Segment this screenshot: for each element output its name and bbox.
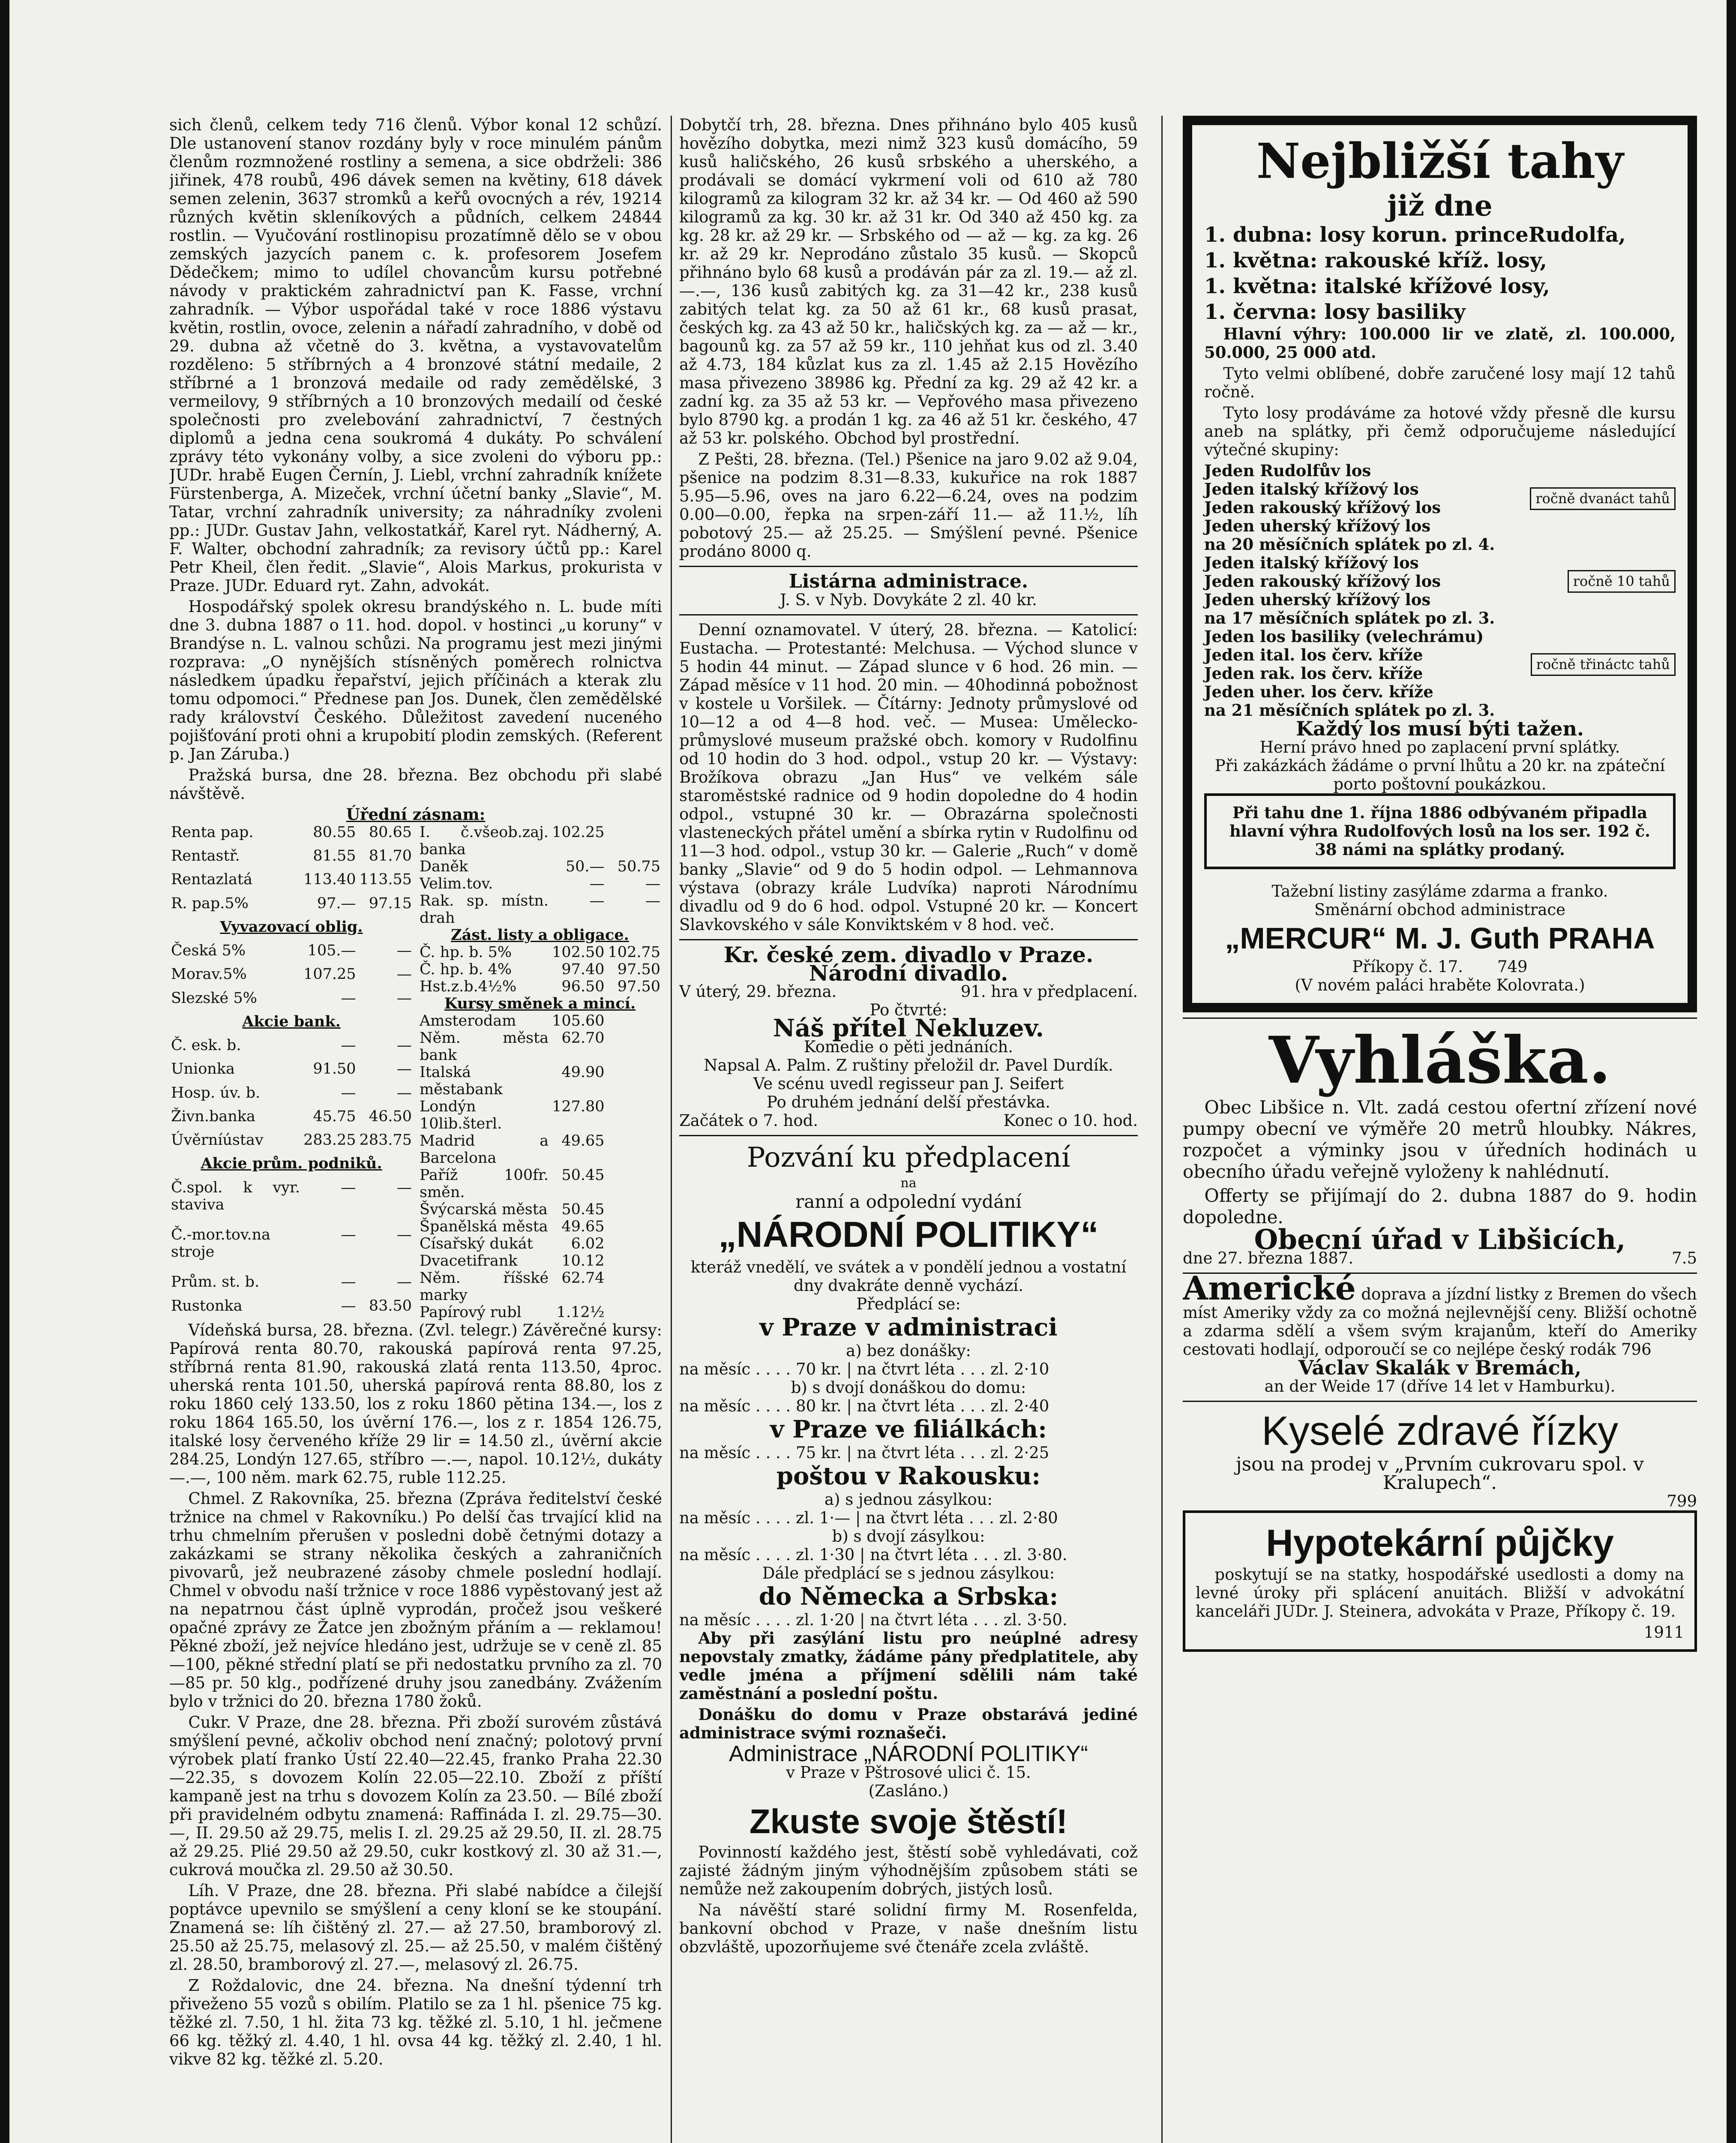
exchange-table-right xyxy=(418,824,662,1321)
article-rozdalovice: Z Roždalovic, dne 24. března. Na dnešní týdenní trh přiveženo 55 vozů s obilím. Platilo se za 1 hl. pšenice 75 kg. těžké zl. 7.50, 1 hl. žita 73 kg. těžké zl. 5.10, 1 hl. ječmene 66 kg. těžký zl. 4.40, 1 hl. ovsa 44 kg. těžký zl. 2.40, 1 hl. vikve 82 kg. těžké zl. 5.20. xyxy=(169,1976,662,2068)
lottery-group-item: Jeden rakouský křížový los xyxy=(1204,572,1441,591)
article-vienna-exchange: Vídeňská bursa, 28. března. (Zvl. telegr.) Závěrečné kursy: Papírová renta 80.70, rakouská papírová renta 97.25, stříbrná renta 81.90, rakouská zlatá renta 113.50, 4proc. uherská renta 101.50, uherská papírová renta 88.80, los z roku 1860 celý 133.50, los z roku 1860 pětina 134.—, los z roku 1864 165.50, los úvěrní 176.—, los z r. 1854 126.75, italské losy červeného kříže 29 lir = 14.50 zl., úvěrní akcie 284.25, Londýn 127.65, stříbro —.—, napol. 10.12½, dukáty —.—, 100 něm. mark 62.75, ruble 112.25. xyxy=(169,1321,662,1487)
table-row xyxy=(418,961,662,978)
security-name: Dvacetifrank xyxy=(420,1252,518,1270)
security-value: 46.50 xyxy=(369,1108,412,1125)
divider xyxy=(679,566,1138,567)
security-value xyxy=(606,1201,662,1218)
draw-lot: italské křížové losy, xyxy=(1325,274,1550,298)
lottery-group-item: Jeden rak. los červ. kříže xyxy=(1204,664,1423,683)
security-value xyxy=(606,1304,662,1321)
security-value: 105.60 xyxy=(552,1012,605,1029)
table-row xyxy=(169,1037,414,1060)
security-name: Rentastř. xyxy=(171,847,240,865)
table-row xyxy=(169,1155,414,1179)
security-value: 49.65 xyxy=(561,1132,605,1150)
price-option-a: a) bez donášky: xyxy=(846,1342,971,1360)
security-value: 105.— xyxy=(307,942,356,960)
listarna-text: J. S. v Nyb. Dovykáte 2 zl. 40 kr. xyxy=(780,591,1037,609)
mortgage-number: 1911 xyxy=(1643,1623,1684,1642)
rizky-text: jsou na prodej v „Prvním cukrovaru spol. v Kralupech“. xyxy=(1235,1453,1644,1494)
group-2-stamp: ročně 10 tahů xyxy=(1568,570,1676,593)
theatre-performance-no: 91. hra v předplacení. xyxy=(960,982,1138,1001)
security-value: — xyxy=(397,1060,412,1078)
security-value xyxy=(606,1064,662,1098)
lottery-must: Každý los musí býti tažen. xyxy=(1296,717,1584,740)
mortgage-advert xyxy=(1183,1510,1697,1652)
security-value: 81.70 xyxy=(369,847,412,865)
notice-text: Obec Libšice n. Vlt. zadá cestou ofertní zřízení nové pumpy obecní ve výměře 20 metrů hloubky. Nákres, rozpočet a výminky jsou v úředních hodinách u obecního úřadu veřejně vyloženy k nahlédnutí. xyxy=(1183,1097,1697,1182)
subscription-note: Aby při zasýlání listu pro neúplné adresy nepovstaly zmatky, žádáme pány předplatitele, aby vedle jména a příjmení sdělili nám také zaměstnání a poslední poštu. xyxy=(679,1629,1138,1703)
lottery-advert xyxy=(1183,116,1697,1012)
table-row xyxy=(418,1235,662,1252)
security-value: — xyxy=(397,1273,412,1291)
security-value: 283.75 xyxy=(359,1132,412,1149)
security-value: 102.75 xyxy=(608,944,660,961)
security-value xyxy=(606,824,662,858)
america-advert xyxy=(1183,1269,1697,1396)
security-name: Madrid a Barcelona xyxy=(420,1132,549,1167)
america-number: 796 xyxy=(1621,1340,1652,1359)
security-value: 50.45 xyxy=(561,1201,605,1218)
security-value: 83.50 xyxy=(369,1297,412,1315)
america-heading: Americké xyxy=(1183,1269,1356,1307)
table-row xyxy=(418,927,662,944)
draw-date: 1. dubna: xyxy=(1204,223,1313,247)
security-name: Daněk xyxy=(420,858,468,875)
table-row xyxy=(418,858,662,875)
subscription-branches: v Praze ve filiálkách: xyxy=(770,1415,1047,1444)
security-value xyxy=(606,1012,662,1029)
lottery-group-2 xyxy=(1204,554,1676,609)
security-value: 80.55 xyxy=(313,824,356,841)
lottery-address-row xyxy=(1204,957,1676,976)
security-name: Paříž 100fr. směn. xyxy=(420,1167,549,1201)
article-prague-exchange: Pražská bursa, dne 28. března. Bez obchodu při slabé návštěvě. xyxy=(169,766,662,803)
theatre-genre: Komedie o pěti jednáních. xyxy=(804,1038,1013,1056)
security-name: Česká 5% xyxy=(171,942,246,960)
table-row xyxy=(169,1179,414,1226)
subscription-na: na xyxy=(900,1176,917,1191)
price-row: na měsíc . . . . 70 kr. | na čtvrt léta . . . zl. 2·10 xyxy=(679,1360,1049,1378)
table-row xyxy=(418,1029,662,1064)
security-value: 97.40 xyxy=(561,961,605,978)
lottery-main-win: Hlavní výhry: 100.000 lir ve zlatě, zl. 100.000, 50.000, 25 000 atd. xyxy=(1204,324,1676,362)
table-row xyxy=(169,1108,414,1132)
security-value: 49.90 xyxy=(561,1064,605,1081)
security-value xyxy=(606,1252,662,1270)
table-row xyxy=(418,875,662,892)
security-name: Prům. st. b. xyxy=(171,1273,260,1291)
security-value: 102.25 xyxy=(552,824,605,841)
lottery-office: Směnární obchod administrace xyxy=(1314,900,1566,919)
security-value: 96.50 xyxy=(561,978,605,995)
security-name: Slezské 5% xyxy=(171,989,257,1007)
subscription-kind: ranní a odpolední vydání xyxy=(795,1191,1022,1212)
security-value: — xyxy=(645,875,660,892)
security-value: 97.50 xyxy=(617,961,660,978)
table-row xyxy=(169,1132,414,1155)
security-name: Č. hp. b. 5% xyxy=(420,944,512,961)
column-rule-2 xyxy=(1161,116,1163,2143)
draw-date: 1. května: xyxy=(1204,249,1318,273)
table-row xyxy=(169,1084,414,1108)
lottery-palace: (V novém paláci hraběte Kolovrata.) xyxy=(1295,976,1585,994)
group-2-list xyxy=(1204,554,1441,609)
security-value: 113.55 xyxy=(359,871,412,888)
lottery-group-item: Jeden Rudolfův los xyxy=(1204,461,1371,480)
theatre-time-row xyxy=(679,1111,1138,1130)
draw-line-1 xyxy=(1204,222,1676,248)
security-value: — xyxy=(341,989,356,1007)
table-row xyxy=(169,847,414,871)
price-row: na měsíc . . . . zl. 1·— | na čtvrt léta . . . zl. 2·80 xyxy=(679,1509,1058,1527)
security-value: 107.25 xyxy=(303,966,356,983)
security-name: Kursy směnek a mincí. xyxy=(444,995,636,1012)
security-value: 50.— xyxy=(565,858,605,875)
exchange-table-title: Úřední zásnam: xyxy=(346,805,486,824)
security-name: R. pap.5% xyxy=(171,894,249,912)
group-1-list xyxy=(1204,462,1441,535)
group-3-list xyxy=(1204,627,1484,701)
column-rule-1 xyxy=(671,116,672,2143)
draw-date: 1. června: xyxy=(1204,300,1317,324)
group-3-stamp: ročně třináctc tahů xyxy=(1531,653,1676,676)
security-value: 97.— xyxy=(317,894,356,912)
divider xyxy=(1183,1017,1697,1019)
lottery-group-item: Jeden uherský křížový los xyxy=(1204,516,1431,535)
draw-date: 1. května: xyxy=(1204,274,1318,298)
security-value: 50.75 xyxy=(617,858,660,875)
security-value xyxy=(606,1218,662,1235)
zaslano: (Zasláno.) xyxy=(868,1782,949,1800)
draw-line-3 xyxy=(1204,273,1676,299)
security-value xyxy=(606,1235,662,1252)
security-name: Londýn 10lib.šterl. xyxy=(420,1098,502,1132)
security-name: Č.spol. k vyr. staviva xyxy=(171,1179,300,1213)
notice-text-2: Offerty se přijímají do 2. dubna 1887 do 9. hodin dopoledne. xyxy=(1183,1185,1697,1228)
price-option-post-b: b) s dvojí zásylkou: xyxy=(832,1527,985,1546)
security-value: 6.02 xyxy=(571,1235,605,1252)
security-name: Živn.banka xyxy=(171,1108,255,1125)
security-value: — xyxy=(341,1084,356,1102)
theatre-regie: Ve scénu uvedl regisseur pan J. Seifert xyxy=(753,1075,1064,1093)
article-cattle-market: Dobytčí trh, 28. března. Dnes přihnáno bylo 405 kusů hovězího dobytka, mezi nimž 323 kusů domácího, 59 kusů haličského, 26 kusů srbského a uherského, a prodávali se domácí vykrmení voli od 610 až 780 kilogramů za kilogram 32 kr. až 34 kr. — Od 460 až 590 kilogramů za kg. 30 kr. až 31 kr. Od 340 až 450 kg. za kg. 28 kr. až 29 kr. — Srbského od — až — kg. za kg. 26 kr. až 29 kr. Neprodáno zůstalo 35 kusů. — Skopců přihnáno bylo 68 kusů a prodáván pár za zl. 19.— až zl. —.—, 136 kusů zabitých kg. za 31—42 kr., 238 kusů zabitých telat kg. za 50 až 61 kr., 68 kusů prasat, českých kg. za 43 až 50 kr., haličských kg. za — až — kr., bagounů kg. za 57 až 59 kr., 110 jehňat kus od zl. 3.40 až 4.73, 184 kůzlat kus za zl. 1.45 až 2.15 Hovězího masa přivezeno 38986 kg. Přední za kg. 29 až 42 kr. a zadní kg. za 35 až 53 kr. — Vepřového masa přivezeno bylo 8790 kg. a prodán 1 kg. za 46 až 51 kr. českého, 47 až 53 kr. polského. Obchod byl prostřední. xyxy=(679,116,1138,447)
lottery-group-item: Jeden ital. los červ. kříže xyxy=(1204,645,1423,664)
lottery-lists: Tažební listiny zasýláme zdarma a franko. xyxy=(1271,882,1608,900)
security-name: Akcie prům. podniků. xyxy=(201,1155,382,1173)
table-row xyxy=(418,1167,662,1201)
security-value xyxy=(606,1270,662,1304)
security-value: 45.75 xyxy=(313,1108,356,1125)
column-1 xyxy=(169,116,662,2143)
theatre-subheading: Národní divadlo. xyxy=(809,960,1008,986)
notice-signature: Obecní úřad v Libšicích, xyxy=(1254,1224,1626,1256)
notice-date: dne 27. března 1887. xyxy=(1183,1249,1354,1267)
security-value: — xyxy=(341,1297,356,1315)
lottery-group-item: Jeden rakouský křížový los xyxy=(1204,498,1441,517)
draw-lot: losy korun. princeRudolfa, xyxy=(1319,223,1626,247)
subscription-heading: Pozvání ku předplacení xyxy=(747,1142,1070,1174)
security-value: 50.45 xyxy=(561,1167,605,1184)
lottery-heading: Nejbližší tahy xyxy=(1256,133,1624,189)
price-row: na měsíc . . . . zl. 1·20 | na čtvrt léta . . . zl. 3·50. xyxy=(679,1611,1067,1629)
america-address: an der Weide 17 (dříve 14 let v Hamburku). xyxy=(1264,1377,1616,1396)
theatre-heading: Kr. české zem. divadlo v Praze. xyxy=(723,942,1094,967)
lottery-winner-box: Při tahu dne 1. října 1886 odbývaném připadla hlavní výhra Rudolfových losů na los ser. 192 č. 38 námi na splátky prodaný. xyxy=(1204,793,1676,869)
subscription-desc: kteráž vnedělí, ve svátek a v pondělí jednou a vostatní dny dvakráte denně vychází. xyxy=(690,1258,1127,1295)
security-value: — xyxy=(397,989,412,1007)
security-value: — xyxy=(645,892,660,909)
table-row xyxy=(418,978,662,995)
america-text: doprava a jízdní listky z Bremen do všech míst Ameriky vždy za co možná nejlevnější ceny. Bližší ochotně a zdarma sdělí a všem svým krajanům, kteří do Ameriky cestovati hodlají, odporoučí se co nejlépe český rodák xyxy=(1183,1285,1697,1359)
group-1-stamp: ročně dvanáct tahů xyxy=(1530,487,1676,510)
price-option-b: b) s dvojí donáškou do domu: xyxy=(791,1378,1026,1397)
theatre-date: V úterý, 29. března. xyxy=(679,982,837,1001)
america-name: Václav Skalák v Bremách, xyxy=(1298,1356,1582,1379)
security-name: I. č.všeob.zaj. banka xyxy=(420,824,549,858)
security-value: — xyxy=(341,1037,356,1054)
security-value: 97.15 xyxy=(369,894,412,912)
lottery-ad-number: 749 xyxy=(1497,957,1528,976)
table-row xyxy=(418,1064,662,1098)
subscription-prague-admin: v Praze v administraci xyxy=(759,1313,1058,1342)
luck-text-2: Na návěští staré solidní firmy M. Rosenfelda, bankovní obchod v Praze, v naše dnešním listu obzvláště, upozorňujeme své čtenáře zcela zvláště. xyxy=(679,1901,1138,1956)
subscription-note-2: Donášku do domu v Praze obstarává jediné administrace svými roznašeči. xyxy=(679,1705,1138,1742)
price-option-post-a: a) s jednou zásylkou: xyxy=(824,1490,993,1509)
security-value: — xyxy=(341,1226,356,1243)
lottery-group-item: Jeden uherský křížový los xyxy=(1204,590,1431,609)
security-name: Renta pap. xyxy=(171,824,254,841)
column-3 xyxy=(1183,116,1697,2143)
listarna-title: Listárna administrace. xyxy=(789,570,1028,592)
exchange-table-left xyxy=(169,824,414,1321)
security-name: Španělská města xyxy=(420,1218,548,1235)
security-value: 91.50 xyxy=(313,1060,356,1078)
table-row xyxy=(418,944,662,961)
divider xyxy=(1183,1401,1697,1402)
price-row: na měsíc . . . . 75 kr. | na čtvrt léta . . . zl. 2·25 xyxy=(679,1444,1049,1462)
security-name: Rak. sp. místn. drah xyxy=(420,892,549,927)
security-value: — xyxy=(341,1273,356,1291)
table-row xyxy=(418,1270,662,1304)
table-row xyxy=(169,895,414,918)
mortgage-text: poskytují se na statky, hospodářské usedlosti a domy na levné úroky při splácení anuitách. Bližší v advokátní kanceláři JUDr. J. Steinera, advokáta v Praze, Příkopy č. 19. xyxy=(1196,1565,1684,1621)
security-name: Morav.5% xyxy=(171,966,247,983)
theatre-pause: Po druhém jednání delší přestávka. xyxy=(767,1093,1050,1111)
daily-notices: Denní oznamovatel. V úterý, 28. března. — Katolicí: Eustacha. — Protestanté: Melchusa. — Východ slunce v 5 hodin 44 minut. — Západ slunce v 6 hod. 26 min. — Západ měsíce v 11 hod. 20 min. — 40hodinná pobožnost v kostele u Voršilek. — Čítárny: Jednoty průmyslové od 10—12 a od 4—8 hod. več. — Musea: Umělecko-průmyslové museum pražské obch. komory v Rudolfinu od 10 hodin do 3 hod. odpol., vstup 20 kr. — Výstavy: Brožíkova obrazu „Jan Hus“ ve velkém sále staroměstské radnice od 9 hodin dopoledne do 4 hodin odpol., vstupné 30 kr. — Obrazárna společnosti vlasteneckých přátel umění a sbírka rytin v Rudolfinu od 11—3 hod. odpol., vstup 30 kr. — Galerie „Ruch“ v domě banky „Slavie“ od 9 do 5 hodin odpol. — Lehmannova výstava (obrazy krále Ludvíka) naproti Národnímu divadlu od 9 do 6 hod. odpol. Vstupné 20 kr. — Koncert Slavkovského v sále Konviktském v 8 hod. več. xyxy=(679,621,1138,934)
security-name: Hst.z.b.4½% xyxy=(420,978,517,995)
article-gardening-society: sich členů, celkem tedy 716 členů. Výbor konal 12 schůzí. Dle ustanovení stanov rozdány byly v roce minulém pánům členům rozmnožené rostliny a semena, a sice obdrželi: 386 jiřinek, 478 roubů, 496 dávek semen na květiny, 618 dávek semen zelenin, 3637 stromků a keřů ovocných a rév, 19214 různých květin skleníkových a půdních, celkem 24844 rostlin. — Vyučování rostlinopisu prozatímně dělo se v obou zemských jazycích panem c. k. profesorem Josefem Dědečkem; mimo to udílel chovancům kursu potřebné návody v praktickém zahradnictví pan K. Fasse, vrchní zahradník. — Výbor uspořádal také v roce 1886 výstavu květin, rostlin, ovoce, zelenin a nářadí zahradního, v době od 29. dubna až včetně do 3. května, a vystavovatelům rozděleno: 5 stříbrných a 4 bronzové státní medaile, 2 stříbrné a 1 bronzová medaile od rady zemědělské, 3 vermeilovy, 9 stříbrných a 10 bronzových medailí od české společnosti pro zvelebování zahradnictví, 7 čestných diplomů a jedna cena soukromá 4 dukáty. Po schválení zprávy této vykonány volby, a sice zvoleni do výboru pp.: JUDr. hrabě Eugen Černín, J. Liebl, vrchní zahradník knížete Fürstenberga, A. Mizeček, vrchní účetní banky „Slavie“, M. Tatar, vrchní zahradník university; za náhradníky zvoleni pp.: JUDr. Gustav Jahn, velkostatkář, Karel ryt. Nádherný, A. F. Walter, obchodní zahradník; za revisory účtů pp.: Karel Petr Kheil, člen ředit. „Slavie“, Alois Markus, prokurista v Praze. JUDr. Eduard ryt. Zahn, advokát. xyxy=(169,116,662,595)
subscription-post: poštou v Rakousku: xyxy=(776,1462,1041,1490)
subscription-more: Dále předplácí se s jednou zásylkou: xyxy=(762,1564,1055,1582)
security-name: Č. esk. b. xyxy=(171,1037,241,1054)
security-name: Zást. listy a obligace. xyxy=(451,926,629,944)
table-row xyxy=(169,918,414,942)
security-value: 10.12 xyxy=(561,1252,605,1270)
article-spirits: Líh. V Praze, dne 28. března. Při slabé nabídce a čilejší poptávce upevnilo se smýšlení a ceny kloní se ke stoupání. Znamená se: líh čištěný zl. 27.— až 27.50, bramborový zl. 25.50 až 25.75, melasový zl. 25.— až 25.50, v malém čištěný zl. 28.50, bramborový zl. 27.—, melasový zl. 26.75. xyxy=(169,1882,662,1974)
security-name: Rustonka xyxy=(171,1297,243,1315)
theatre-end: Konec o 10. hod. xyxy=(1003,1111,1138,1130)
scan-border-left xyxy=(0,0,9,2143)
security-name: Vyvazovací oblig. xyxy=(220,918,363,936)
table-row xyxy=(418,1012,662,1029)
lottery-group-3 xyxy=(1204,627,1676,701)
security-name: Unionka xyxy=(171,1060,235,1078)
mortgage-heading: Hypotekární půjčky xyxy=(1266,1522,1614,1564)
theatre-fourth: Po čtvrté: xyxy=(869,1001,947,1019)
security-name: Úvěrníústav xyxy=(171,1132,264,1149)
security-value: — xyxy=(397,942,412,960)
price-row: na měsíc . . . . 80 kr. | na čtvrt léta . . . zl. 2·40 xyxy=(679,1397,1049,1415)
security-name: Papírový rubl xyxy=(420,1304,522,1321)
security-value xyxy=(606,1029,662,1064)
lottery-sub: již dne xyxy=(1387,189,1493,222)
scan-border-right xyxy=(1727,0,1736,2143)
table-row xyxy=(169,1273,414,1297)
security-value: 62.74 xyxy=(561,1270,605,1287)
table-row xyxy=(418,1201,662,1218)
lottery-group-item: Jeden italský křížový los xyxy=(1204,480,1419,498)
lottery-right: Herní právo hned po zaplacení první splátky. xyxy=(1259,738,1620,756)
security-value: — xyxy=(397,1179,412,1196)
table-row xyxy=(418,1132,662,1167)
security-name: Amsterodam xyxy=(420,1012,516,1029)
subscription-germany: do Německa a Srbska: xyxy=(759,1582,1058,1611)
security-value: 283.25 xyxy=(303,1132,356,1149)
security-value: — xyxy=(397,966,412,983)
lottery-street: Příkopy č. 17. xyxy=(1352,957,1463,976)
group-3-price: na 21 měsíčních splátek po zl. 3. xyxy=(1204,701,1495,720)
security-name: Velim.tov. xyxy=(420,875,493,892)
draw-line-4 xyxy=(1204,299,1676,325)
table-row xyxy=(169,942,414,966)
group-2-price: na 17 měsíčních splátek po zl. 3. xyxy=(1204,609,1495,627)
subscription-title: „NÁRODNÍ POLITIKY“ xyxy=(718,1214,1099,1255)
rizky-heading: Kyselé zdravé řízky xyxy=(1261,1408,1619,1454)
article-hops: Chmel. Z Rakovníka, 25. března (Zpráva ředitelství české tržnice na chmel v Rakovníku.) Po delší čas trvající klid na trhu chmelním přerušen v posledni době četnými dotazy a zakázkami se strany několika českých a zahraničních pivovarů, jež neubrazené zásoby chmele poslední hodlají. Chmel v obvodu naší tržnice v roce 1886 vypěstovaný jest až na nepatrnou část úplně vyprodán, pročež jsou veškeré opačné zprávy ze Žatce jen zbožným přáním a — reklamou! Pěkné zboží, jež nejvíce hledáno jest, udržuje se v ceně zl. 85—100, pěkné střední platí se při nedostatku prvního za zl. 70—85 pr. 50 klg., podřízené druhy jsou zanedbány. Zvážením bylo v tržnici do 20. března 1780 žoků. xyxy=(169,1489,662,1711)
luck-heading: Zkuste svoje štěstí! xyxy=(749,1802,1068,1840)
security-value: 81.55 xyxy=(313,847,356,865)
table-row xyxy=(418,824,662,858)
table-row xyxy=(169,1297,414,1321)
security-value: — xyxy=(589,875,605,892)
security-value: 49.65 xyxy=(561,1218,605,1235)
notice-heading: Vyhláška. xyxy=(1268,1023,1611,1098)
lottery-popular: Tyto velmi oblíbené, dobře zaručené losy mají 12 tahů ročně. xyxy=(1204,364,1676,401)
draw-line-2 xyxy=(1204,248,1676,273)
table-row xyxy=(418,1218,662,1235)
subscription-address: v Praze v Pštrosové ulici č. 15. xyxy=(786,1763,1031,1782)
table-row xyxy=(418,892,662,927)
security-name: Rentazlatá xyxy=(171,871,252,888)
table-row xyxy=(169,966,414,989)
security-value: 62.70 xyxy=(561,1029,605,1047)
subscription-admin: Administrace „NÁRODNÍ POLITIKY“ xyxy=(729,1741,1088,1766)
security-value: — xyxy=(397,1037,412,1054)
table-row xyxy=(418,1252,662,1270)
security-value: — xyxy=(397,1226,412,1243)
security-value: 1.12½ xyxy=(556,1304,605,1321)
security-value: — xyxy=(589,892,605,909)
security-value xyxy=(606,1132,662,1167)
luck-text: Povinností každého jest, štěstí sobě vyhledávati, což zajisté žádným jiným výhodnějším způsobem státi se nemůže než zakoupením dobrých, jistých losů. xyxy=(679,1843,1138,1898)
table-row xyxy=(169,1226,414,1273)
exchange-tables xyxy=(169,824,662,1321)
security-name: Hosp. úv. b. xyxy=(171,1084,261,1102)
divider xyxy=(679,939,1138,940)
price-row: na měsíc . . . . zl. 1·30 | na čtvrt léta . . . zl. 3·80. xyxy=(679,1546,1067,1564)
lottery-group-item: Jeden uher. los červ. kříže xyxy=(1204,682,1433,701)
table-row xyxy=(418,1098,662,1132)
security-value: 127.80 xyxy=(552,1098,605,1115)
security-name: Akcie bank. xyxy=(242,1012,341,1030)
theatre-play: Náš přítel Nekluzev. xyxy=(773,1014,1044,1042)
security-name: Císařský dukát xyxy=(420,1235,533,1252)
lottery-group-item: Jeden los basiliky (velechrámu) xyxy=(1204,627,1484,646)
table-row xyxy=(169,824,414,847)
security-name: Něm. města bank xyxy=(420,1029,549,1064)
draw-lot: losy basiliky xyxy=(1324,300,1466,324)
lottery-group-item: Jeden italský křížový los xyxy=(1204,553,1419,572)
lottery-sell: Tyto losy prodáváme za hotové vždy přesně dle kursu aneb na splátky, při čemž odporučujeme následující výtečné skupiny: xyxy=(1204,404,1676,459)
theatre-author: Napsal A. Palm. Z ruštiny přeložil dr. Pavel Durdík. xyxy=(704,1056,1113,1075)
lottery-order: Při zakázkách žádáme o první lhůtu a 20 kr. na zpáteční porto poštovní poukázkou. xyxy=(1214,756,1665,793)
notice-number: 7.5 xyxy=(1672,1249,1697,1267)
divider xyxy=(679,1135,1138,1136)
table-row xyxy=(169,990,414,1013)
table-row xyxy=(418,995,662,1012)
draw-lot: rakouské kříž. losy, xyxy=(1325,249,1547,273)
lottery-firm: „MERCUR“ M. J. Guth PRAHA xyxy=(1225,921,1655,955)
table-row xyxy=(418,1304,662,1321)
divider xyxy=(679,614,1138,615)
theatre-start: Začátek o 7. hod. xyxy=(679,1111,819,1130)
security-value xyxy=(606,1098,662,1132)
security-value: 80.65 xyxy=(369,824,412,841)
group-1-price: na 20 měsíčních splátek po zl. 4. xyxy=(1204,535,1495,554)
table-row xyxy=(169,1060,414,1084)
security-value: — xyxy=(397,1084,412,1102)
security-name: Něm. říšské marky xyxy=(420,1270,549,1304)
article-sugar: Cukr. V Praze, dne 28. března. Při zboží surovém zůstává smýšlení pevné, ačkoliv obchod není značný; polotový první výrobek platí franko Ústí 22.40—22.45, franko Praha 22.30—22.35, s dovozem Kolín 22.05—22.10. Zboží z příští kampaně jest na trhu s dovozem Kolín za 23.50. — Bílé zboží při pravidelném odbytu znamená: Raffináda I. zl. 29.75—30.—, II. 29.50 až 29.75, melis I. zl. 29.25 až 29.50, II. zl. 28.75 až 29.25. Plié 29.50 až 29.50, cukr kostkový zl. 30 až 31.—, cukrová moučka zl. 29.50 až 30.50. xyxy=(169,1713,662,1879)
security-value: 97.50 xyxy=(617,978,660,995)
subscription-price-label: Předplácí se: xyxy=(856,1295,961,1313)
security-value: 102.50 xyxy=(552,944,605,961)
security-name: Italská městabank xyxy=(420,1064,503,1098)
article-pest: Z Pešti, 28. března. (Tel.) Pšenice na jaro 9.02 až 9.04, pšenice na podzim 8.31—8.33, kukuřice na rok 1887 5.95—5.96, oves na jaro 6.22—6.24, oves na podzim 0.00—0.00, řepka na srpen-září 11.— až 11.½, líh pobotový 25.— až 25.25. — Smýšlení pevné. Pšenice prodáno 8000 q. xyxy=(679,450,1138,561)
table-row xyxy=(169,871,414,894)
security-value: — xyxy=(341,1179,356,1196)
security-name: Č. hp. b. 4% xyxy=(420,961,512,978)
security-value xyxy=(606,1167,662,1201)
article-agricultural-society: Hospodářský spolek okresu brandýského n. L. bude míti dne 3. dubna 1887 o 11. hod. dopol. v hostinci „u koruny“ v Brandýse n. L. valnou schůzi. Na programu jest mezi jinými rozprava: „O nynějších stísněných poměrech rolnictva následkem úpadku řepařství, jejich příčinách a kterak zlu tomu odpomoci.“ Přednese pan Jos. Dunek, člen zemědělské rady království Českého. Důležitost zavedení nuceného pojišťování proti ohni a krupobití plodin zemských. (Referent p. Jan Záruba.) xyxy=(169,597,662,763)
column-2 xyxy=(679,116,1138,2143)
security-name: Č.-mor.tov.na stroje xyxy=(171,1226,271,1261)
rizky-number: 799 xyxy=(1667,1492,1697,1510)
security-name: Švýcarská města xyxy=(420,1201,548,1218)
lottery-group-1 xyxy=(1204,462,1676,535)
table-row xyxy=(169,1013,414,1037)
security-value: 113.40 xyxy=(303,871,356,888)
